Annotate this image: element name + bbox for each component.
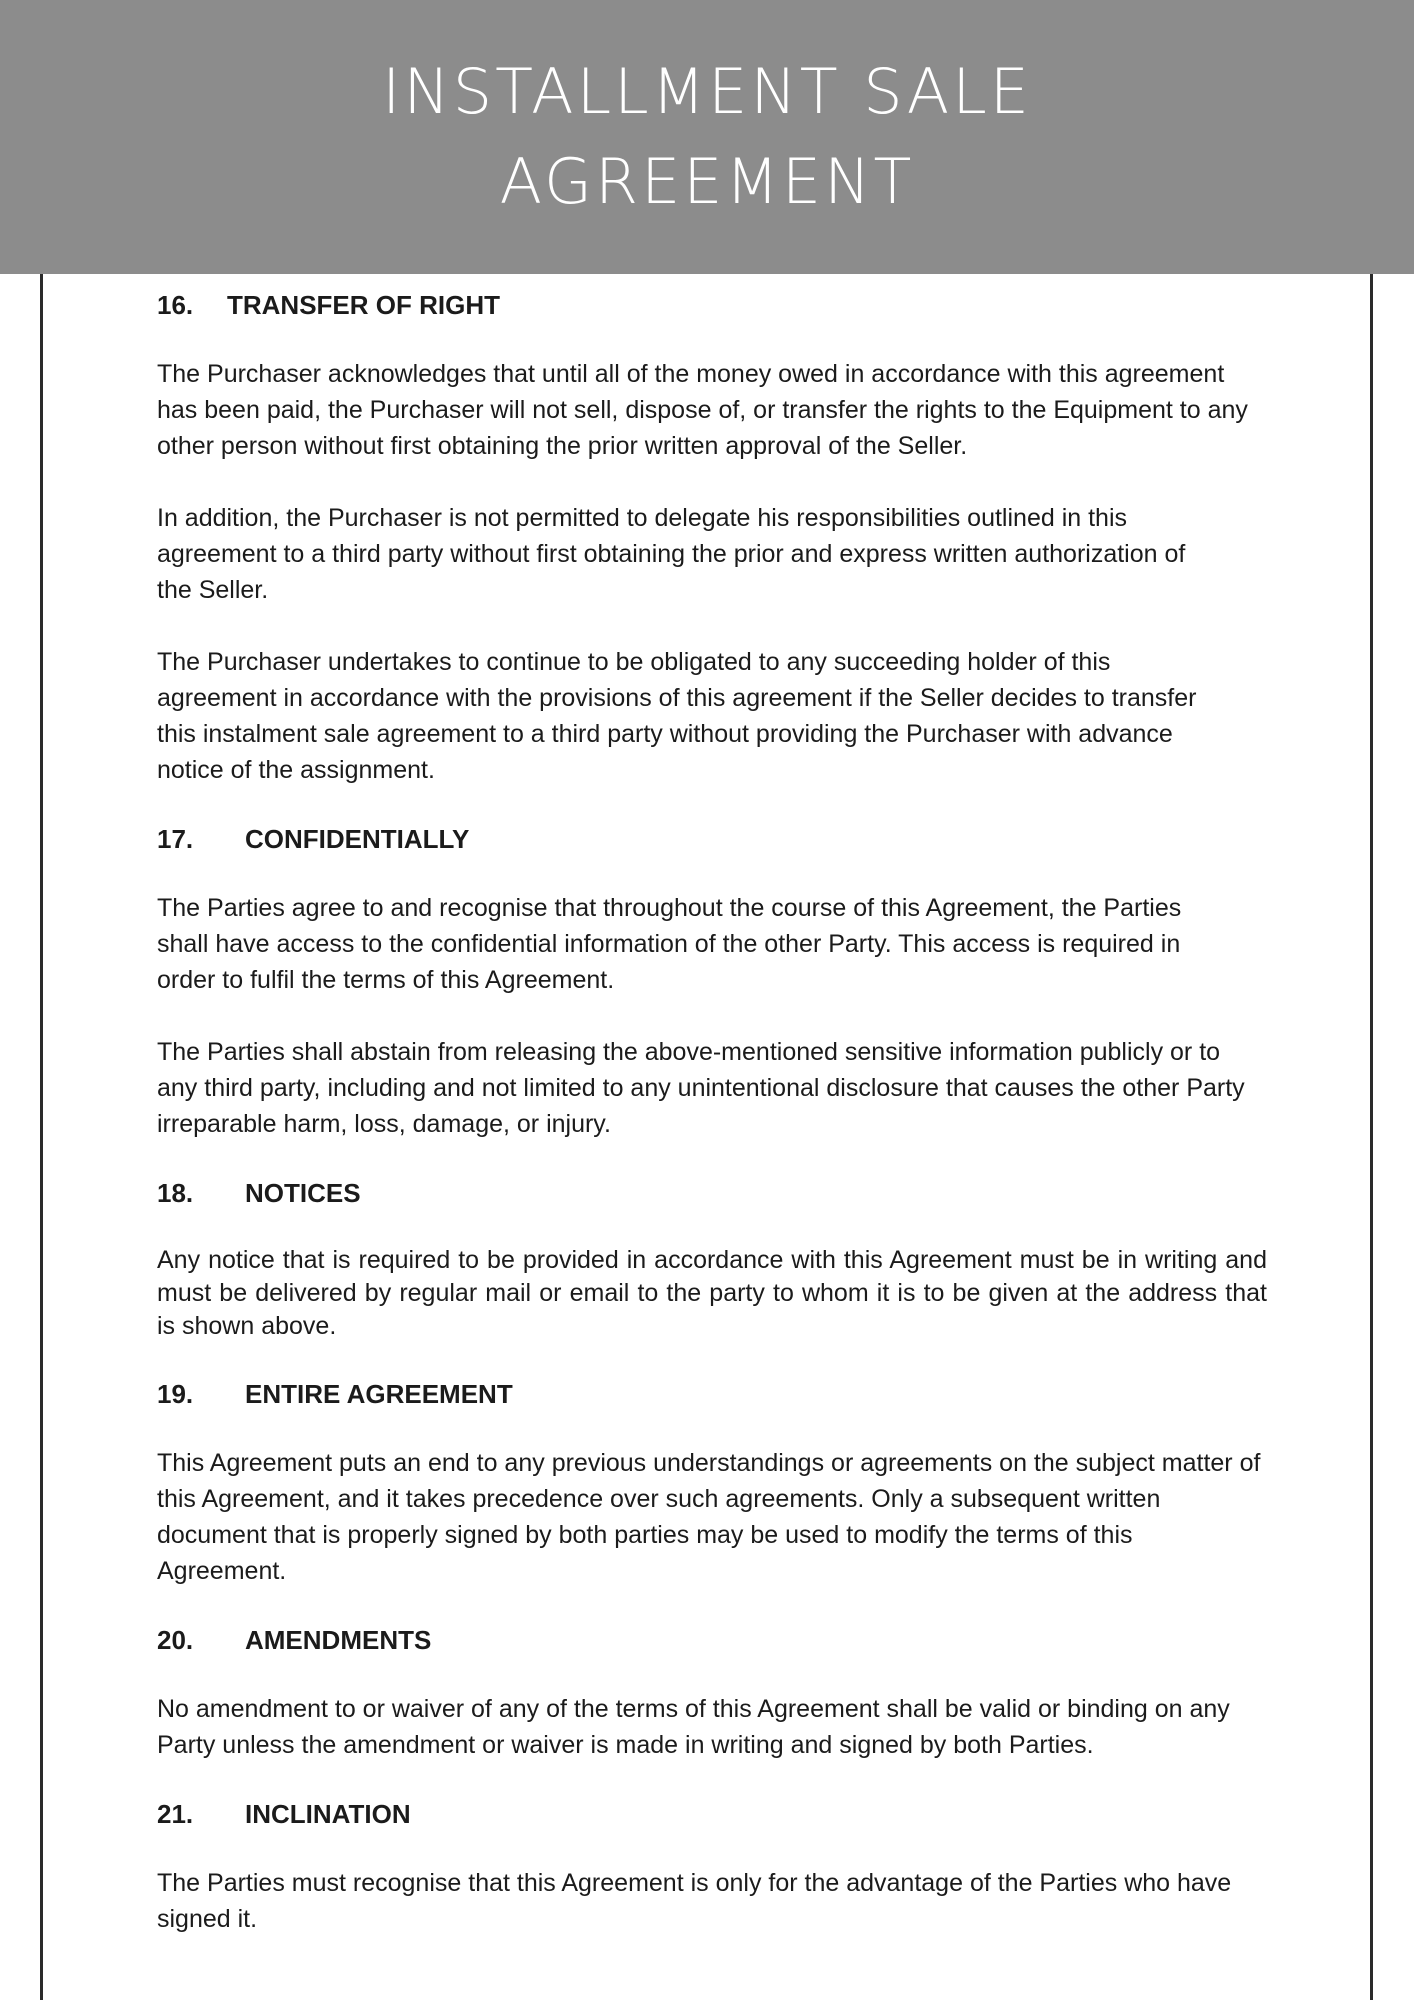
section-number: 17. [157, 824, 194, 854]
section-21-paragraph-1: The Parties must recognise that this Agreement is only for the advantage of the Parties who have signed it. [157, 1869, 1232, 1933]
section-number: 19. [157, 1379, 194, 1409]
section-title: INCLINATION [245, 1799, 411, 1829]
section-17-paragraph-1: The Parties agree to and recognise that throughout the course of this Agreement, the Parties shall have access to the confidential information of the other Party. This access is required in order to fulfil the terms of this Agreement. [157, 894, 1182, 994]
section-number: 21. [157, 1799, 194, 1829]
section-title: AMENDMENTS [245, 1625, 432, 1655]
section-title: CONFIDENTIALLY [245, 824, 470, 854]
section-number: 16. [157, 290, 194, 320]
section-16-paragraph-1: The Purchaser acknowledges that until all of the money owed in accordance with this agreement has been paid, the Purchaser will not sell, dispose of, or transfer the rights to the Equipment to any other person without first obtaining the prior written approval of the Seller. [157, 360, 1248, 460]
section-19-paragraph-1: This Agreement puts an end to any previous understandings or agreements on the subject matter of this Agreement, and it takes precedence over such agreements. Only a subsequent written document that is properly signed by both parties may be used to modify the terms of this Agreement. [157, 1449, 1261, 1585]
section-heading-16 [157, 288, 1267, 322]
section-number: 18. [157, 1178, 194, 1208]
section-heading-19 [157, 1377, 1267, 1411]
section-heading-18 [157, 1176, 1267, 1210]
banner-title-line-2: AGREEMENT [499, 145, 915, 218]
section-20-paragraph-1: No amendment to or waiver of any of the terms of this Agreement shall be valid or binding on any Party unless the amendment or waiver is made in writing and signed by both Parties. [157, 1695, 1230, 1759]
section-title: ENTIRE AGREEMENT [245, 1379, 513, 1409]
section-17-paragraph-2: The Parties shall abstain from releasing the above-mentioned sensitive information publicly or to any third party, including and not limited to any unintentional disclosure that causes the other Party irreparable harm, loss, damage, or injury. [157, 1038, 1245, 1138]
section-18-paragraph-1: Any notice that is required to be provided in accordance with this Agreement must be in writing and must be delivered by regular mail or email to the party to whom it is to be given at the address that is shown above. [157, 1246, 1267, 1340]
section-number: 20. [157, 1625, 194, 1655]
section-heading-17 [157, 822, 1267, 856]
section-heading-20 [157, 1623, 1267, 1657]
page-border-left [40, 274, 43, 2000]
section-title: NOTICES [245, 1178, 361, 1208]
section-16-paragraph-3: The Purchaser undertakes to continue to be obligated to any succeeding holder of this agreement in accordance with the provisions of this agreement if the Seller decides to transfer this instalment sale agreement to a third party without providing the Purchaser with advance notice of the assignment. [157, 648, 1197, 784]
banner-title-line-1: INSTALLMENT SALE [382, 55, 1032, 128]
title-banner [0, 0, 1414, 274]
document-body [157, 288, 1267, 1937]
page-border-right [1370, 274, 1373, 2000]
section-heading-21 [157, 1797, 1267, 1831]
section-title: TRANSFER OF RIGHT [227, 290, 500, 320]
section-16-paragraph-2: In addition, the Purchaser is not permitted to delegate his responsibilities outlined in this agreement to a third party without first obtaining the prior and express written authorization of the Seller. [157, 504, 1186, 604]
